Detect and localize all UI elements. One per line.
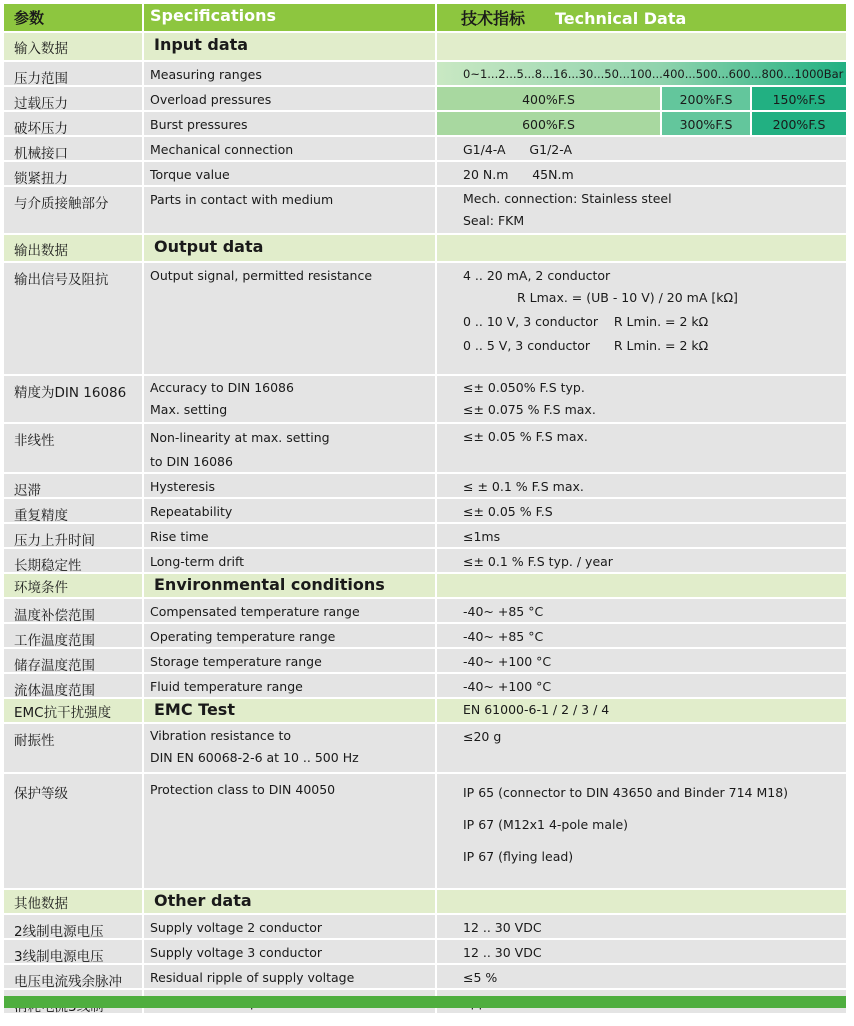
section-input bbox=[4, 33, 846, 60]
value-line: 0 .. 10 V, 3 conductor R Lmin. = 2 kΩ bbox=[463, 314, 709, 329]
technical-data-table bbox=[4, 4, 846, 1013]
label-en: Residual ripple of supply voltage bbox=[144, 965, 435, 988]
overload-value-1: 400%F.S bbox=[437, 87, 660, 110]
label-zh: 工作温度范围 bbox=[4, 624, 142, 647]
value-line: 0 .. 5 V, 3 conductor R Lmin. = 2 kΩ bbox=[463, 338, 709, 353]
row-supply-3 bbox=[4, 940, 846, 963]
label-zh: 精度为DIN 16086 bbox=[4, 376, 142, 422]
value-line: ≤± 0.075 % F.S max. bbox=[463, 402, 596, 417]
label-zh: 储存温度范围 bbox=[4, 649, 142, 672]
label-en: Supply voltage 2 conductor bbox=[144, 915, 435, 938]
header-tech-zh: 技术指标 bbox=[461, 9, 526, 28]
value-line: IP 67 (flying lead) bbox=[463, 849, 574, 864]
label-zh: 过载压力 bbox=[4, 87, 142, 110]
label-en: Torque value bbox=[144, 162, 435, 185]
label-en: Mechanical connection bbox=[144, 137, 435, 160]
row-vibration bbox=[4, 724, 846, 772]
section-label-en: Input data bbox=[144, 33, 435, 60]
row-hysteresis bbox=[4, 474, 846, 497]
label-zh: 锁紧扭力 bbox=[4, 162, 142, 185]
bottom-bar bbox=[4, 996, 846, 1008]
value-line: Seal: FKM bbox=[463, 213, 525, 228]
row-supply-2 bbox=[4, 915, 846, 938]
label-en: Long-term drift bbox=[144, 549, 435, 572]
label-zh: 保护等级 bbox=[4, 774, 142, 888]
section-label-zh: EMC抗干扰强度 bbox=[4, 699, 142, 722]
value: -40~ +85 °C bbox=[437, 599, 846, 622]
section-other bbox=[4, 890, 846, 913]
section-empty bbox=[437, 574, 846, 597]
label-zh: 3线制电源电压 bbox=[4, 940, 142, 963]
value: G1/4-A G1/2-A bbox=[437, 137, 846, 160]
label-en bbox=[144, 724, 435, 772]
value: ≤± 0.05 % F.S bbox=[437, 499, 846, 522]
value bbox=[437, 774, 846, 888]
header-specifications: Specifications bbox=[144, 4, 435, 31]
value: 12 .. 30 VDC bbox=[437, 915, 846, 938]
label-line: DIN EN 60068-2-6 at 10 .. 500 Hz bbox=[150, 750, 359, 765]
section-label-zh: 输出数据 bbox=[4, 235, 142, 261]
section-label-en: Output data bbox=[144, 235, 435, 261]
section-empty bbox=[437, 890, 846, 913]
value-line: 4 .. 20 mA, 2 conductor bbox=[463, 268, 611, 283]
value: ≤5 % bbox=[437, 965, 846, 988]
label-line: Max. setting bbox=[150, 402, 228, 417]
label-line: Accuracy to DIN 16086 bbox=[150, 380, 294, 395]
row-parts-in-contact bbox=[4, 187, 846, 233]
value: -40~ +100 °C bbox=[437, 649, 846, 672]
label-en: Rise time bbox=[144, 524, 435, 547]
label-en: Parts in contact with medium bbox=[144, 187, 435, 233]
row-overload-pressures bbox=[4, 87, 846, 110]
row-protection-class bbox=[4, 774, 846, 888]
value bbox=[437, 187, 846, 233]
section-empty bbox=[437, 33, 846, 60]
label-line: Non-linearity at max. setting bbox=[150, 430, 330, 445]
value: -40~ +85 °C bbox=[437, 624, 846, 647]
row-accuracy bbox=[4, 376, 846, 422]
header-param: 参数 bbox=[4, 4, 142, 31]
label-zh: 机械接口 bbox=[4, 137, 142, 160]
label-zh: 压力范围 bbox=[4, 62, 142, 85]
row-rise-time bbox=[4, 524, 846, 547]
value: ≤± 0.1 % F.S typ. / year bbox=[437, 549, 846, 572]
value: ≤± 0.05 % F.S max. bbox=[437, 424, 846, 472]
label-en: Overload pressures bbox=[144, 87, 435, 110]
label-line: to DIN 16086 bbox=[150, 454, 233, 469]
label-en: Storage temperature range bbox=[144, 649, 435, 672]
overload-value-2: 200%F.S bbox=[662, 87, 750, 110]
value bbox=[437, 263, 846, 374]
row-fluid-temp bbox=[4, 674, 846, 697]
overload-value-3: 150%F.S bbox=[752, 87, 846, 110]
header-technical-data bbox=[437, 4, 846, 31]
value-line: IP 65 (connector to DIN 43650 and Binder 714 M18) bbox=[463, 785, 789, 800]
section-empty bbox=[437, 235, 846, 261]
label-zh: 输出信号及阻抗 bbox=[4, 263, 142, 374]
label-zh: 长期稳定性 bbox=[4, 549, 142, 572]
value: -40~ +100 °C bbox=[437, 674, 846, 697]
row-torque-value bbox=[4, 162, 846, 185]
value: ≤20 g bbox=[437, 724, 846, 772]
row-residual-ripple bbox=[4, 965, 846, 988]
row-measuring-ranges bbox=[4, 62, 846, 85]
label-zh: 非线性 bbox=[4, 424, 142, 472]
value bbox=[437, 376, 846, 422]
value-line: ≤± 0.050% F.S typ. bbox=[463, 380, 585, 395]
row-non-linearity bbox=[4, 424, 846, 472]
value: 0~1...2...5...8...16...30...50...100...400...500...600...800...1000Bar bbox=[437, 62, 846, 85]
label-en: Compensated temperature range bbox=[144, 599, 435, 622]
row-storage-temp bbox=[4, 649, 846, 672]
table-header bbox=[4, 4, 846, 31]
label-zh: 与介质接触部分 bbox=[4, 187, 142, 233]
section-emc bbox=[4, 699, 846, 722]
row-output-signal bbox=[4, 263, 846, 374]
label-line: Vibration resistance to bbox=[150, 728, 292, 743]
row-compensated-temp bbox=[4, 599, 846, 622]
section-label-en: EMC Test bbox=[144, 699, 435, 722]
label-en: Protection class to DIN 40050 bbox=[144, 774, 435, 888]
label-en: Output signal, permitted resistance bbox=[144, 263, 435, 374]
row-mechanical-connection bbox=[4, 137, 846, 160]
label-zh: 2线制电源电压 bbox=[4, 915, 142, 938]
label-zh: 迟滞 bbox=[4, 474, 142, 497]
section-output bbox=[4, 235, 846, 261]
value: ≤1ms bbox=[437, 524, 846, 547]
label-zh: 流体温度范围 bbox=[4, 674, 142, 697]
label-zh: 温度补偿范围 bbox=[4, 599, 142, 622]
value: 20 N.m 45N.m bbox=[437, 162, 846, 185]
label-zh: 压力上升时间 bbox=[4, 524, 142, 547]
section-label-zh: 其他数据 bbox=[4, 890, 142, 913]
value-line: Mech. connection: Stainless steel bbox=[463, 191, 672, 206]
row-burst-pressures bbox=[4, 112, 846, 135]
label-en bbox=[144, 376, 435, 422]
section-label-en: Environmental conditions bbox=[144, 574, 435, 597]
label-en: Measuring ranges bbox=[144, 62, 435, 85]
label-en: Operating temperature range bbox=[144, 624, 435, 647]
row-operating-temp bbox=[4, 624, 846, 647]
section-label-en: Other data bbox=[144, 890, 435, 913]
label-en: Repeatability bbox=[144, 499, 435, 522]
label-en: Fluid temperature range bbox=[144, 674, 435, 697]
label-en: Hysteresis bbox=[144, 474, 435, 497]
label-zh: 电压电流残余脉冲 bbox=[4, 965, 142, 988]
label-en: Supply voltage 3 conductor bbox=[144, 940, 435, 963]
value: ≤ ± 0.1 % F.S max. bbox=[437, 474, 846, 497]
label-zh: 重复精度 bbox=[4, 499, 142, 522]
row-repeatability bbox=[4, 499, 846, 522]
value-line: R Lmax. = (UB - 10 V) / 20 mA [kΩ] bbox=[517, 290, 738, 305]
section-label-zh: 输入数据 bbox=[4, 33, 142, 60]
section-environmental bbox=[4, 574, 846, 597]
row-long-term-drift bbox=[4, 549, 846, 572]
label-en bbox=[144, 424, 435, 472]
value-line: IP 67 (M12x1 4-pole male) bbox=[463, 817, 629, 832]
label-zh: 耐振性 bbox=[4, 724, 142, 772]
label-zh: 破坏压力 bbox=[4, 112, 142, 135]
burst-value-3: 200%F.S bbox=[752, 112, 846, 135]
emc-value: EN 61000-6-1 / 2 / 3 / 4 bbox=[437, 699, 846, 722]
section-label-zh: 环境条件 bbox=[4, 574, 142, 597]
label-en: Burst pressures bbox=[144, 112, 435, 135]
burst-value-2: 300%F.S bbox=[662, 112, 750, 135]
header-tech-en: Technical Data bbox=[555, 9, 687, 28]
value: 12 .. 30 VDC bbox=[437, 940, 846, 963]
burst-value-1: 600%F.S bbox=[437, 112, 660, 135]
